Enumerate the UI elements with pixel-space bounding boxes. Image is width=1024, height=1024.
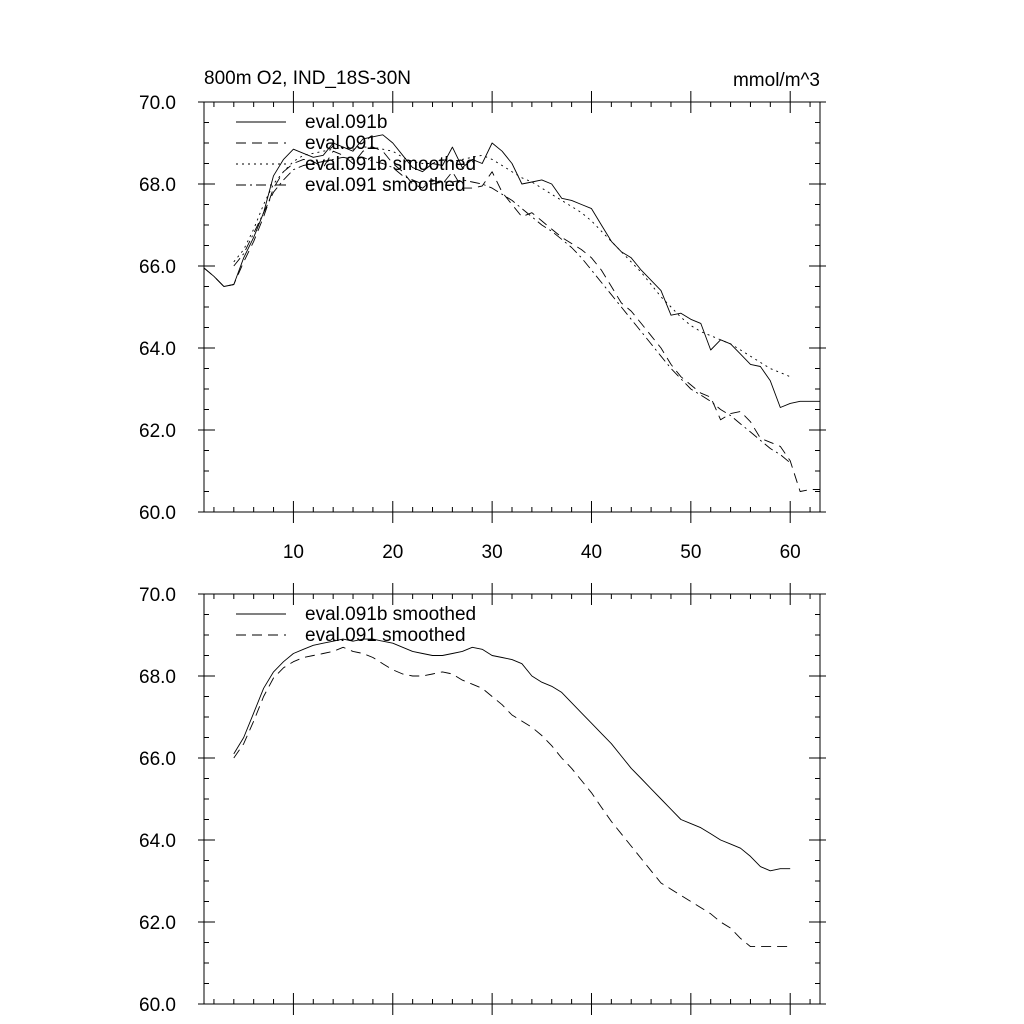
plot-frame	[204, 594, 820, 1004]
legend	[236, 112, 476, 196]
series-lines	[234, 639, 790, 947]
series-line-1	[204, 147, 820, 491]
series-line-0	[234, 639, 790, 871]
y-tick-label: 64.0	[139, 339, 176, 360]
x-tick-label: 10	[282, 542, 304, 563]
y-tick-label: 70.0	[139, 93, 176, 114]
x-tick-label: 20	[382, 542, 404, 563]
legend-label-2: eval.091b smoothed	[305, 154, 477, 175]
axis-ticks	[198, 91, 826, 523]
axis-tick-labels	[139, 585, 176, 1016]
y-tick-label: 60.0	[139, 995, 176, 1016]
series-lines	[204, 135, 820, 492]
y-tick-label: 66.0	[139, 257, 176, 278]
x-tick-label: 60	[779, 542, 801, 563]
x-tick-label: 30	[481, 542, 503, 563]
y-tick-label: 70.0	[139, 585, 176, 606]
y-tick-label: 68.0	[139, 667, 176, 688]
units-label: mmol/m^3	[732, 70, 820, 91]
legend	[236, 604, 476, 646]
legend-label-3: eval.091 smoothed	[305, 175, 466, 196]
y-tick-label: 62.0	[139, 421, 176, 442]
y-tick-label: 66.0	[139, 749, 176, 770]
legend-label-0: eval.091b smoothed	[305, 604, 477, 625]
y-tick-label: 64.0	[139, 831, 176, 852]
y-tick-label: 62.0	[139, 913, 176, 934]
x-tick-label: 40	[580, 542, 603, 563]
bottom-panel	[139, 583, 826, 1016]
y-tick-label: 60.0	[139, 503, 176, 524]
chart-title: 800m O2, IND_18S-30N	[204, 68, 411, 89]
top-panel	[139, 68, 826, 563]
legend-label-1: eval.091 smoothed	[305, 625, 466, 646]
legend-label-0: eval.091b	[305, 112, 388, 133]
series-line-1	[234, 647, 790, 946]
axis-ticks	[198, 583, 826, 1015]
series-line-0	[204, 135, 820, 408]
y-tick-label: 68.0	[139, 175, 176, 196]
x-tick-label: 50	[680, 542, 702, 563]
legend-label-1: eval.091	[305, 133, 377, 154]
series-line-3	[234, 157, 790, 463]
